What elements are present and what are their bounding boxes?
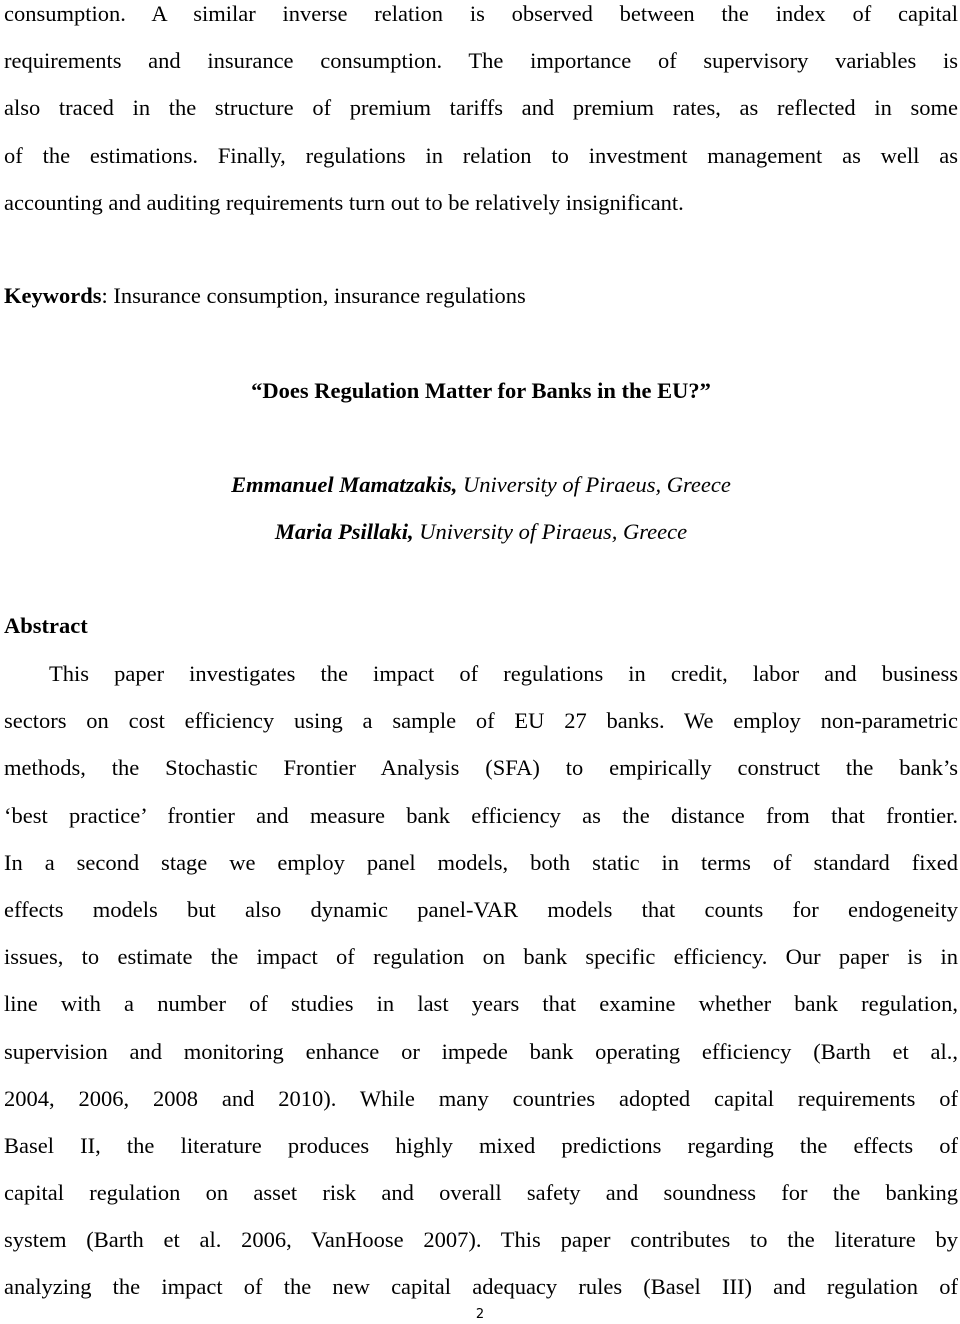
abstract-heading: Abstract	[4, 613, 88, 638]
author-affiliation: University of Piraeus, Greece	[413, 519, 688, 544]
paper-title: “Does Regulation Matter for Banks in the EU?”	[251, 378, 711, 403]
text-line: 2004, 2006, 2008 and 2010). While many countries adopted capital requirements of	[4, 1085, 958, 1111]
text-line: also traced in the structure of premium tariffs and premium rates, as reflected in some	[4, 95, 958, 121]
author-name: Emmanuel Mamatzakis,	[231, 472, 458, 497]
author-line	[4, 461, 958, 508]
abstract-body	[4, 650, 958, 1311]
text-line: capital regulation on asset risk and overall safety and soundness for the banking	[4, 1180, 958, 1206]
author-name: Maria Psillaki,	[274, 519, 414, 544]
text-line: analyzing the impact of the new capital adequacy rules (Basel III) and regulation of	[4, 1274, 958, 1300]
text-line: accounting and auditing requirements turn out to be relatively insignificant.	[4, 189, 684, 215]
page-number: 2	[475, 1307, 485, 1322]
text-line: issues, to estimate the impact of regulation on bank specific efficiency. Our paper is in	[4, 944, 958, 970]
text-line: effects models but also dynamic panel-VAR models that counts for endogeneity	[4, 896, 958, 922]
text-line: supervision and monitoring enhance or impede bank operating efficiency (Barth et al.,	[4, 1038, 958, 1064]
keywords-line	[4, 272, 526, 319]
text-line: system (Barth et al. 2006, VanHoose 2007). This paper contributes to the literature by	[4, 1227, 958, 1253]
text-line: This paper investigates the impact of regulations in credit, labor and business	[49, 661, 958, 686]
text-line: In a second stage we employ panel models, both static in terms of standard fixed	[4, 849, 958, 875]
keywords-label: Keywords	[4, 283, 102, 308]
author-affiliation: University of Piraeus, Greece	[457, 472, 731, 497]
text-line: of the estimations. Finally, regulations in relation to investment management as well as	[4, 142, 958, 168]
text-line: requirements and insurance consumption. The importance of supervisory variables is	[4, 48, 958, 74]
text-line: consumption. A similar inverse relation is observed between the index of capital	[4, 1, 958, 26]
text-line: Basel II, the literature produces highly mixed predictions regarding the effects of	[4, 1132, 958, 1158]
text-line: methods, the Stochastic Frontier Analysis (SFA) to empirically construct the bank’s	[4, 755, 958, 781]
keywords-separator: :	[101, 283, 108, 308]
text-line: line with a number of studies in last years that examine whether bank regulation,	[4, 991, 958, 1017]
top-paragraph	[4, 0, 958, 226]
author-line	[4, 508, 958, 555]
text-line: sectors on cost efficiency using a sample of EU 27 banks. We employ non-parametric	[4, 708, 958, 734]
text-line: ‘best practice’ frontier and measure bank efficiency as the distance from that frontier.	[4, 802, 958, 828]
keywords-text: Insurance consumption, insurance regulations	[107, 283, 526, 308]
